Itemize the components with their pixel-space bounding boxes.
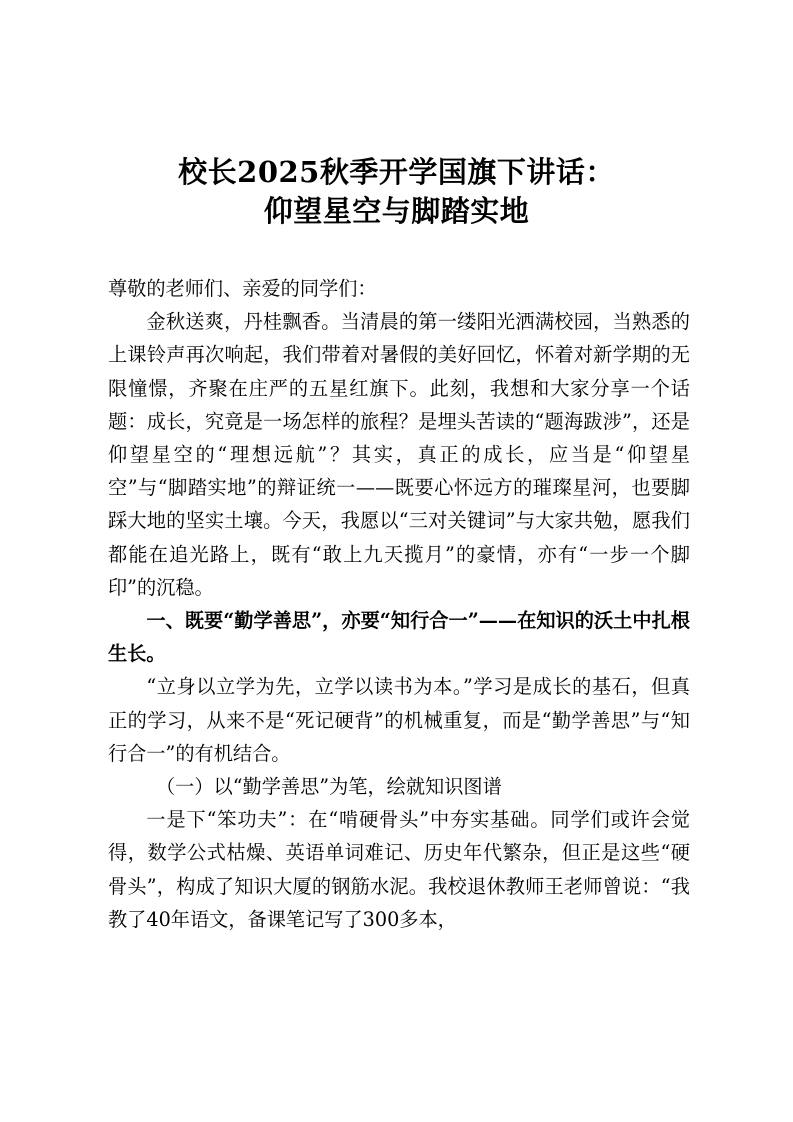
subsection-heading-1: （一）以“勤学善思”为笔，绘就知识图谱 [156,775,502,799]
paragraph-hard-work: 一是下“笨功夫”：在“啃硬骨头”中夯实基础。同学们或许会觉得，数学公式枯燥、英语单词难记、历史年代繁杂，但正是这些“硬骨头”，构成了知识大厦的钢筋水泥。我校退休教师王老师曾说：“我教了40年语文，备课笔记写了300多本， [108,808,690,931]
section-heading-1: 一、既要“勤学善思”，亦要“知行合一”——在知识的沃土中扎根生长。 [108,609,690,666]
salutation: 尊敬的老师们、亲爱的同学们： [108,277,377,300]
document-body [108,272,690,936]
paragraph-study: “立身以立学为先，立学以读书为本。”学习是成长的基石，但真正的学习，从来不是“死记硬背”的机械重复，而是“勤学善思”与“知行合一”的有机结合。 [108,675,690,765]
document-title-line-2: 仰望星空与脚踏实地 [263,194,530,228]
document-title-line-1: 校长2025秋季开学国旗下讲话： [178,155,615,189]
paragraph-intro: 金秋送爽，丹桂飘香。当清晨的第一缕阳光洒满校园，当熟悉的上课铃声再次响起，我们带着对暑假的美好回忆，怀着对新学期的无限憧憬，齐聚在庄严的五星红旗下。此刻，我想和大家分享一个话题：成长，究竟是一场怎样的旅程？是埋头苦读的“题海跋涉”，还是仰望星空的“理想远航”？其实，真正的成长，应当是“仰望星空”与“脚踏实地”的辩证统一——既要心怀远方的璀璨星河，也要脚踩大地的坚实土壤。今天，我愿以“三对关键词”与大家共勉，愿我们都能在追光路上，既有“敢上九天揽月”的豪情，亦有“一步一个脚印”的沉稳。 [108,310,690,599]
